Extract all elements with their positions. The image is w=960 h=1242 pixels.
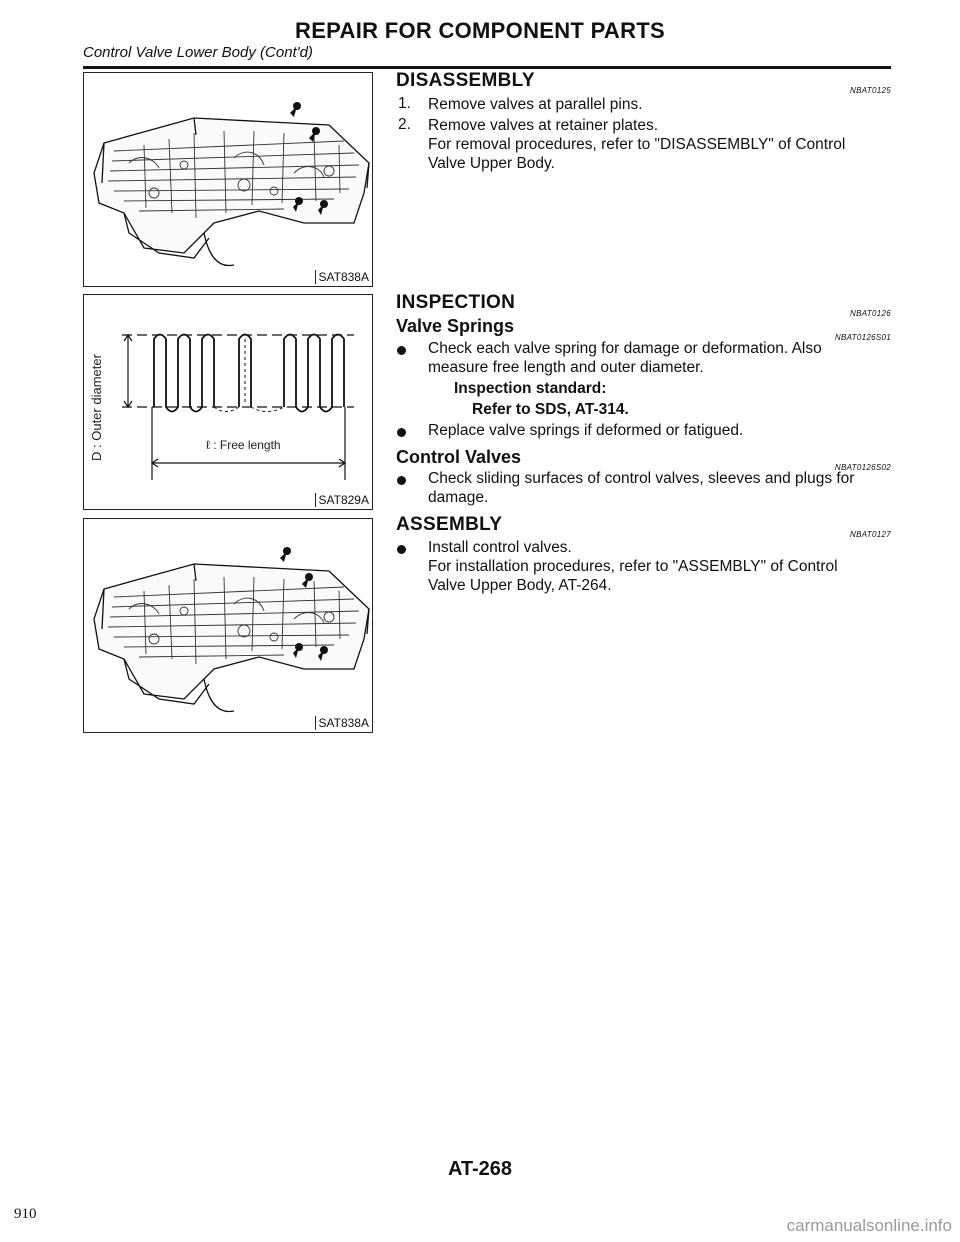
figure-valve-body-bottom: [83, 518, 373, 733]
bullet-text: Replace valve springs if deformed or fatigued.: [428, 422, 744, 439]
section-code: NBAT0126S02: [834, 463, 891, 472]
note-text: Valve Upper Body.: [428, 155, 555, 172]
bullet-text: Check sliding surfaces of control valves, sleeves and plugs for: [428, 470, 855, 487]
bullet-text: measure free length and outer diameter.: [428, 359, 704, 376]
note-text: Valve Upper Body, AT-264.: [428, 577, 612, 594]
step-number: 2.: [398, 116, 411, 133]
valve-spring-diagram-icon: [84, 295, 374, 511]
section-code: NBAT0127: [850, 530, 891, 539]
section-code: NBAT0126S01: [834, 333, 891, 342]
bullet: [397, 545, 406, 554]
control-valves-heading: Control Valves: [396, 447, 522, 467]
step-number: 1.: [398, 95, 411, 112]
side-page-number: 910: [14, 1206, 37, 1222]
figure-valve-body-top: [83, 72, 373, 287]
bullet-text: damage.: [428, 489, 489, 506]
bullet-text: Install control valves.: [428, 539, 572, 556]
figure-id: SAT838A: [315, 716, 369, 730]
valve-body-illustration-icon: [84, 519, 374, 734]
figure-id: SAT829A: [315, 493, 369, 507]
free-length-label: ℓ : Free length: [206, 438, 281, 452]
page-number: AT-268: [447, 1158, 513, 1180]
outer-diameter-label: D : Outer diameter: [89, 354, 104, 461]
page-title: REPAIR FOR COMPONENT PARTS: [295, 18, 665, 43]
inspection-standard-ref: Refer to SDS, AT-314.: [472, 401, 629, 418]
assembly-heading: ASSEMBLY: [396, 514, 503, 535]
section-code: NBAT0126: [850, 309, 891, 318]
bullet-text: Check each valve spring for damage or deformation. Also: [428, 340, 822, 357]
bullet: [397, 428, 406, 437]
bullet: [397, 346, 406, 355]
note-text: For removal procedures, refer to "DISASSEMBLY" of Control: [428, 136, 846, 153]
section-code: NBAT0125: [850, 86, 891, 95]
note-text: For installation procedures, refer to "ASSEMBLY" of Control: [428, 558, 838, 575]
valve-body-illustration-icon: [84, 73, 374, 288]
header-rule: [83, 66, 891, 69]
valve-springs-heading: Valve Springs: [396, 316, 515, 336]
inspection-standard-label: Inspection standard:: [454, 380, 607, 397]
figure-id: SAT838A: [315, 270, 369, 284]
watermark: carmanualsonline.info: [786, 1216, 952, 1235]
disassembly-heading: DISASSEMBLY: [396, 70, 535, 91]
step-text: Remove valves at parallel pins.: [428, 96, 643, 113]
inspection-heading: INSPECTION: [396, 292, 516, 313]
section-subtitle: Control Valve Lower Body (Cont'd): [83, 44, 313, 61]
bullet: [397, 476, 406, 485]
figure-valve-spring: [83, 294, 373, 510]
step-text: Remove valves at retainer plates.: [428, 117, 659, 134]
